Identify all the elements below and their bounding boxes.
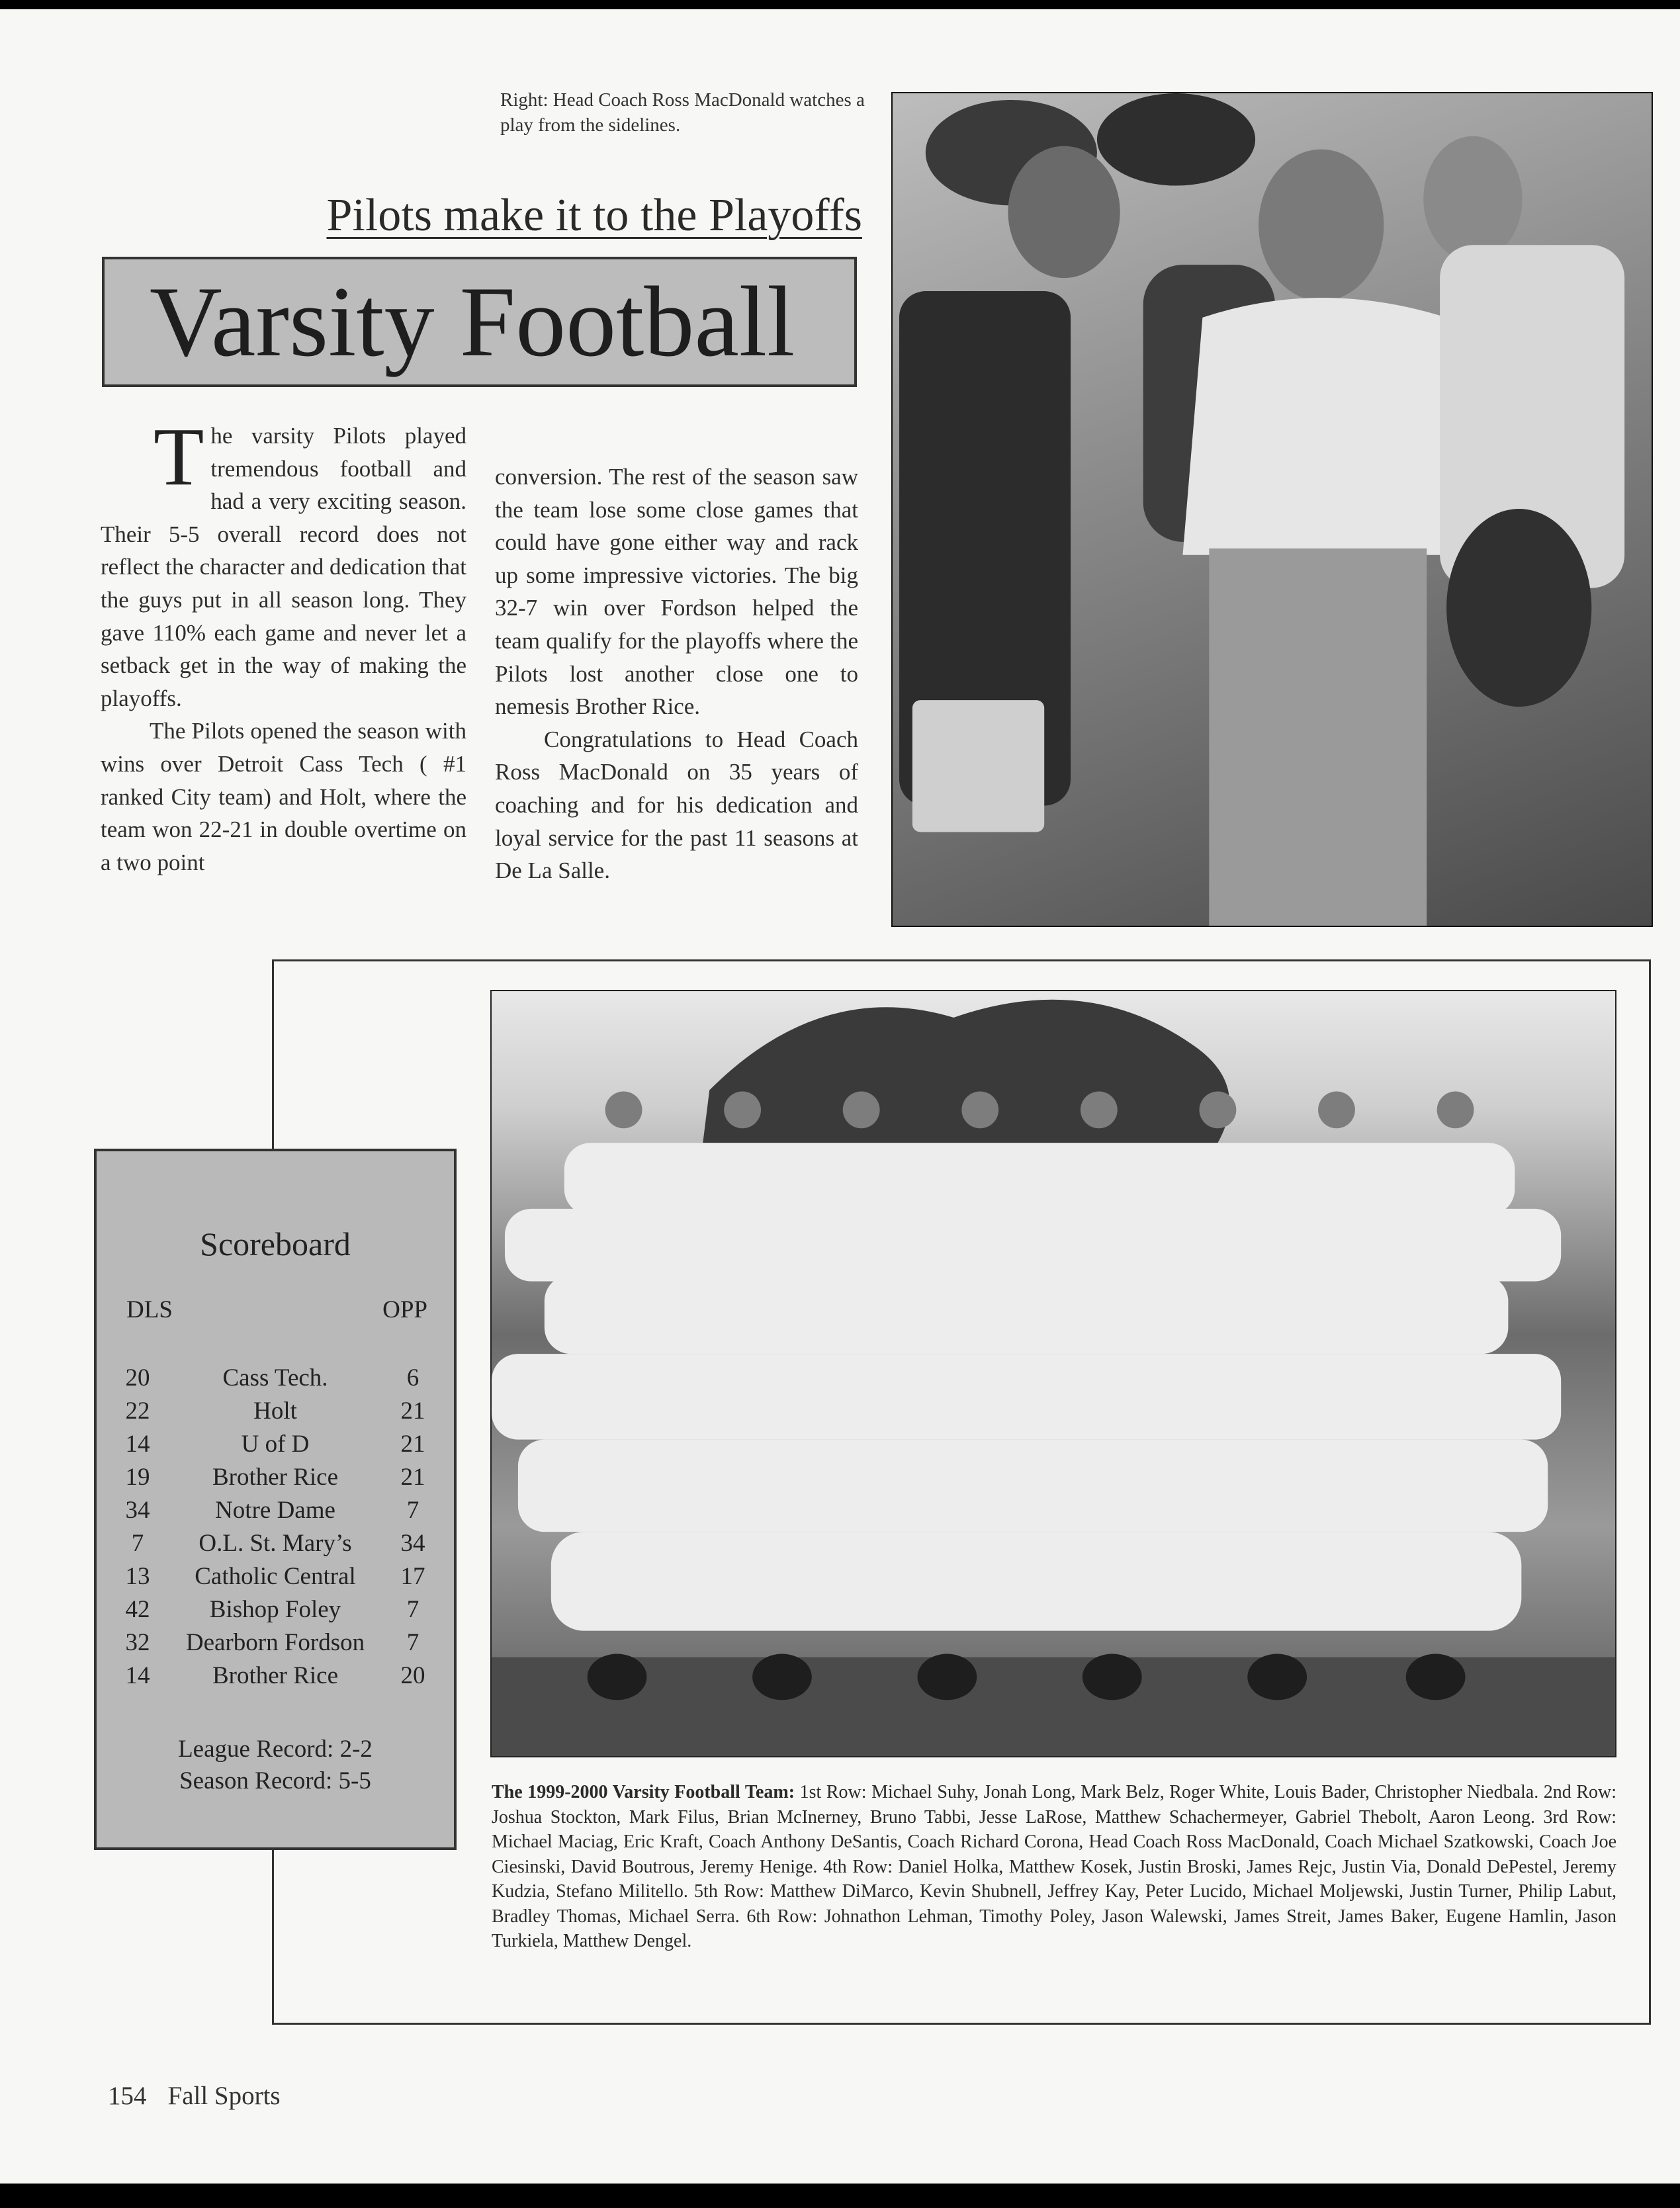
scoreboard-row [97,1659,454,1693]
page-number: 154 [108,2082,147,2110]
opp-score: 6 [406,1364,420,1391]
scoreboard-title: Scoreboard [200,1225,351,1262]
dls-score: 14 [125,1662,150,1689]
opp-score: 20 [400,1662,425,1689]
article-paragraph: he varsity Pilots played tremendous football and had a very exciting season. Their 5-5 overall record does not reflect the character and dedication that the guys put in all season long. They gave 110% each game and never let a setback get in the way of making the playoffs. [101,423,466,711]
team-caption-text: 1st Row: Michael Suhy, Jonah Long, Mark Belz, Roger White, Louis Bader, Christopher Niedbala. 2nd Row: Joshua Stockton, Mark Filus, Brian McInerney, Bruno Tabbi, Jesse LaRose, Matthew Schachermeyer, Gabriel Thebolt, Aaron Leong. 3rd Row: Michael Maciag, Eric Kraft, Coach Anthony DeSantis, Coach Richard Corona, Head Coach Ross MacDonald, Coach Michael Szatkowski, Coach Joe Ciesinski, David Boutrous, Jeremy Henige. 4th Row: Daniel Holka, Matthew Kosek, Justin Broski, James Rejc, Justin Via, Donald DePestel, Jeremy Kudzia, Stefano Militello. 5th Row: Matthew DiMarco, Kevin Shubnell, Jeffrey Kay, Peter Lucido, Michael Moljewski, Justin Turner, Philip Labut, Bradley Thomas, Michael Serra. 6th Row: Johnathon Lehman, Timothy Poley, Jason Walewski, James Streit, James Baker, Eugene Hamlin, Jason Turkiela, Matthew Dengel. [492,1782,1616,1951]
scoreboard-row [97,1461,454,1494]
headline: Pilots make it to the Playoffs [326,190,862,241]
opponent-name: U of D [241,1431,310,1458]
team-photo-caption [492,1780,1616,1954]
scoreboard-row [97,1626,454,1659]
opp-score: 21 [400,1464,425,1491]
title-box [102,257,857,387]
dls-score: 42 [125,1596,150,1623]
scoreboard-row [97,1593,454,1626]
dls-score: 13 [125,1563,150,1590]
dls-score: 22 [125,1397,150,1425]
scoreboard-dls-header: DLS [126,1296,173,1323]
opponent-name: Brother Rice [212,1662,339,1689]
scoreboard-row [97,1560,454,1593]
article-paragraph: conversion. The rest of the season saw the team lose some close games that could have gone either way and rack up some impressive victories. The big 32-7 win over Fordson helped the team qualify for the playoffs where the Pilots lost another close one to nemesis Brother Rice. [495,464,858,720]
dls-score: 32 [125,1629,150,1656]
opponent-name: Notre Dame [215,1497,335,1524]
scoreboard [94,1149,457,1850]
article-column-2 [495,461,858,887]
article-paragraph: The Pilots opened the season with wins over Detroit Cass Tech ( #1 ranked City team) and Holt, where the team won 22-21 in double overtime on a two point [101,718,466,875]
scoreboard-results [97,1362,454,1693]
scoreboard-row [97,1428,454,1461]
scoreboard-row [97,1362,454,1395]
team-photo [490,990,1616,1757]
yearbook-page [0,9,1680,2184]
scoreboard-row [97,1395,454,1428]
season-record: Season Record: 5-5 [179,1767,371,1794]
opponent-name: Catholic Central [195,1563,356,1590]
article-paragraph: Congratulations to Head Coach Ross MacDonald on 35 years of coaching and for his dedication and loyal service for the past 11 seasons at De La Salle. [495,726,858,884]
scoreboard-row [97,1527,454,1560]
dls-score: 7 [131,1530,144,1557]
page-title: Varsity Football [150,266,795,377]
opp-score: 21 [400,1431,425,1458]
opp-score: 7 [406,1596,420,1623]
scoreboard-row [97,1494,454,1527]
dls-score: 14 [125,1431,150,1458]
page-footer [108,2080,281,2112]
opp-score: 17 [400,1563,425,1590]
opponent-name: Dearborn Fordson [185,1629,365,1656]
opp-score: 7 [406,1497,420,1524]
drop-cap: T [154,412,204,503]
team-caption-lead: The 1999-2000 Varsity Football Team: [492,1782,795,1802]
coach-photo-caption: Right: Head Coach Ross MacDonald watches a play from the sidelines. [500,89,865,136]
dls-score: 34 [125,1497,150,1524]
section-name: Fall Sports [167,2082,281,2110]
opp-score: 7 [406,1629,420,1656]
opponent-name: Holt [253,1397,297,1425]
scoreboard-opp-header: OPP [382,1296,427,1323]
coach-photo-illustration [893,93,1652,926]
coach-photo [891,92,1653,927]
team-photo-illustration [492,991,1615,1756]
article-column-1 [101,412,466,879]
opponent-name: Bishop Foley [209,1596,341,1623]
opponent-name: Brother Rice [212,1464,339,1491]
opponent-name: Cass Tech. [222,1364,328,1391]
opp-score: 34 [400,1530,425,1557]
opponent-name: O.L. St. Mary’s [199,1530,352,1557]
opp-score: 21 [400,1397,425,1425]
league-record: League Record: 2-2 [178,1736,373,1763]
dls-score: 19 [125,1464,150,1491]
dls-score: 20 [125,1364,150,1391]
